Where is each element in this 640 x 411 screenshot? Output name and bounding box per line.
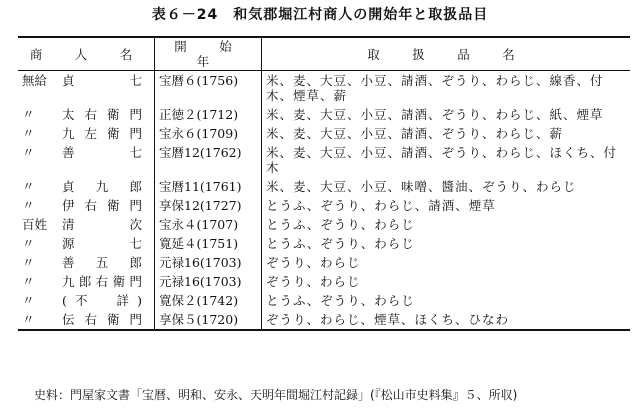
merchant-cell	[18, 253, 155, 272]
table-row	[18, 310, 630, 330]
merchant-name: 源 七	[62, 236, 142, 251]
item-list: 米、麦、大豆、小豆、請酒、ぞうり、わらじ、線香、付木、煙草、薪	[266, 73, 604, 103]
table-row	[18, 124, 630, 143]
merchant-cell	[18, 177, 155, 196]
table-row	[18, 215, 630, 234]
header-row	[18, 37, 630, 71]
merchant-cell	[18, 143, 155, 177]
status-mark: 〃	[22, 179, 35, 194]
status-mark: 〃	[22, 126, 35, 141]
start-year: 元禄16(1703)	[155, 272, 262, 291]
status-mark: 〃	[22, 312, 35, 327]
merchant-name: 清 次	[62, 217, 142, 232]
merchant-cell	[18, 234, 155, 253]
table-title: 表６－24 和気郡堀江村商人の開始年と取扱品目	[151, 7, 489, 23]
start-year: 元禄16(1703)	[155, 253, 262, 272]
merchant-cell	[18, 196, 155, 215]
item-list: 米、麦、大豆、小豆、味噌、醬油、ぞうり、わらじ	[266, 179, 577, 194]
item-list: ぞうり、わらじ	[266, 255, 361, 270]
status-mark: 〃	[22, 236, 35, 251]
table-row	[18, 234, 630, 253]
item-list: とうふ、ぞうり、わらじ、請酒、煙草	[266, 198, 496, 213]
status-mark: 〃	[22, 293, 35, 308]
start-year: 寛保２(1742)	[155, 291, 262, 310]
start-year: 宝永６(1709)	[155, 124, 262, 143]
start-year: 宝暦６(1756)	[155, 71, 262, 106]
table-row	[18, 253, 630, 272]
merchant-cell	[18, 215, 155, 234]
item-list: とうふ、ぞうり、わらじ	[266, 293, 415, 308]
table-row	[18, 105, 630, 124]
status-mark: 無給	[22, 73, 48, 88]
merchant-name: 九左衛門	[62, 126, 142, 141]
table-row	[18, 177, 630, 196]
header-items: 取 扱 品 名	[262, 37, 631, 71]
status-mark: 〃	[22, 145, 35, 160]
item-list: ぞうり、わらじ	[266, 274, 361, 289]
merchant-cell	[18, 272, 155, 291]
table-row	[18, 272, 630, 291]
item-list: 米、麦、大豆、小豆、請酒、ぞうり、わらじ、紙、煙草	[266, 107, 604, 122]
source-note: 史料：門屋家文書「宝暦、明和、安永、天明年間堀江村記録」(『松山市史料集』５、所収)	[34, 388, 518, 402]
merchant-name: 伝右衛門	[62, 312, 142, 327]
item-list: とうふ、ぞうり、わらじ	[266, 236, 415, 251]
status-mark: 〃	[22, 107, 35, 122]
table-row	[18, 196, 630, 215]
merchant-name: 九郎右衛門	[62, 274, 142, 289]
start-year: 正徳２(1712)	[155, 105, 262, 124]
status-mark: 百姓	[22, 217, 48, 232]
merchant-name: 伊右衛門	[62, 198, 142, 213]
merchant-cell	[18, 124, 155, 143]
item-list: ぞうり、わらじ、煙草、ほくち、ひなわ	[262, 310, 631, 330]
table-row	[18, 291, 630, 310]
table-row	[18, 71, 630, 106]
start-year: 宝永４(1707)	[155, 215, 262, 234]
table-row	[18, 143, 630, 177]
merchant-table	[18, 36, 630, 331]
start-year: 寛延４(1751)	[155, 234, 262, 253]
status-mark: 〃	[22, 274, 35, 289]
item-list: とうふ、ぞうり、わらじ	[266, 217, 415, 232]
item-list: 米、麦、大豆、小豆、請酒、ぞうり、わらじ、薪	[266, 126, 564, 141]
merchant-cell	[18, 310, 155, 330]
merchant-name: 貞九郎	[62, 179, 142, 194]
merchant-name: 貞 七	[62, 73, 142, 88]
start-year: 宝暦12(1762)	[155, 143, 262, 177]
header-merchant-name: 商 人 名	[18, 37, 155, 71]
merchant-cell	[18, 291, 155, 310]
status-mark: 〃	[22, 255, 35, 270]
merchant-name: 善 七	[62, 145, 142, 160]
merchant-cell	[18, 105, 155, 124]
start-year: 享保12(1727)	[155, 196, 262, 215]
merchant-name: 太右衛門	[62, 107, 142, 122]
merchant-name: (不 詳)	[62, 293, 142, 308]
merchant-cell	[18, 71, 155, 106]
merchant-name: 善五郎	[62, 255, 142, 270]
status-mark: 〃	[22, 198, 35, 213]
start-year: 享保５(1720)	[155, 310, 262, 330]
start-year: 宝暦11(1761)	[155, 177, 262, 196]
header-start-year: 開 始 年	[155, 37, 262, 71]
item-list: 米、麦、大豆、小豆、請酒、ぞうり、わらじ、ほくち、付木	[266, 145, 618, 175]
